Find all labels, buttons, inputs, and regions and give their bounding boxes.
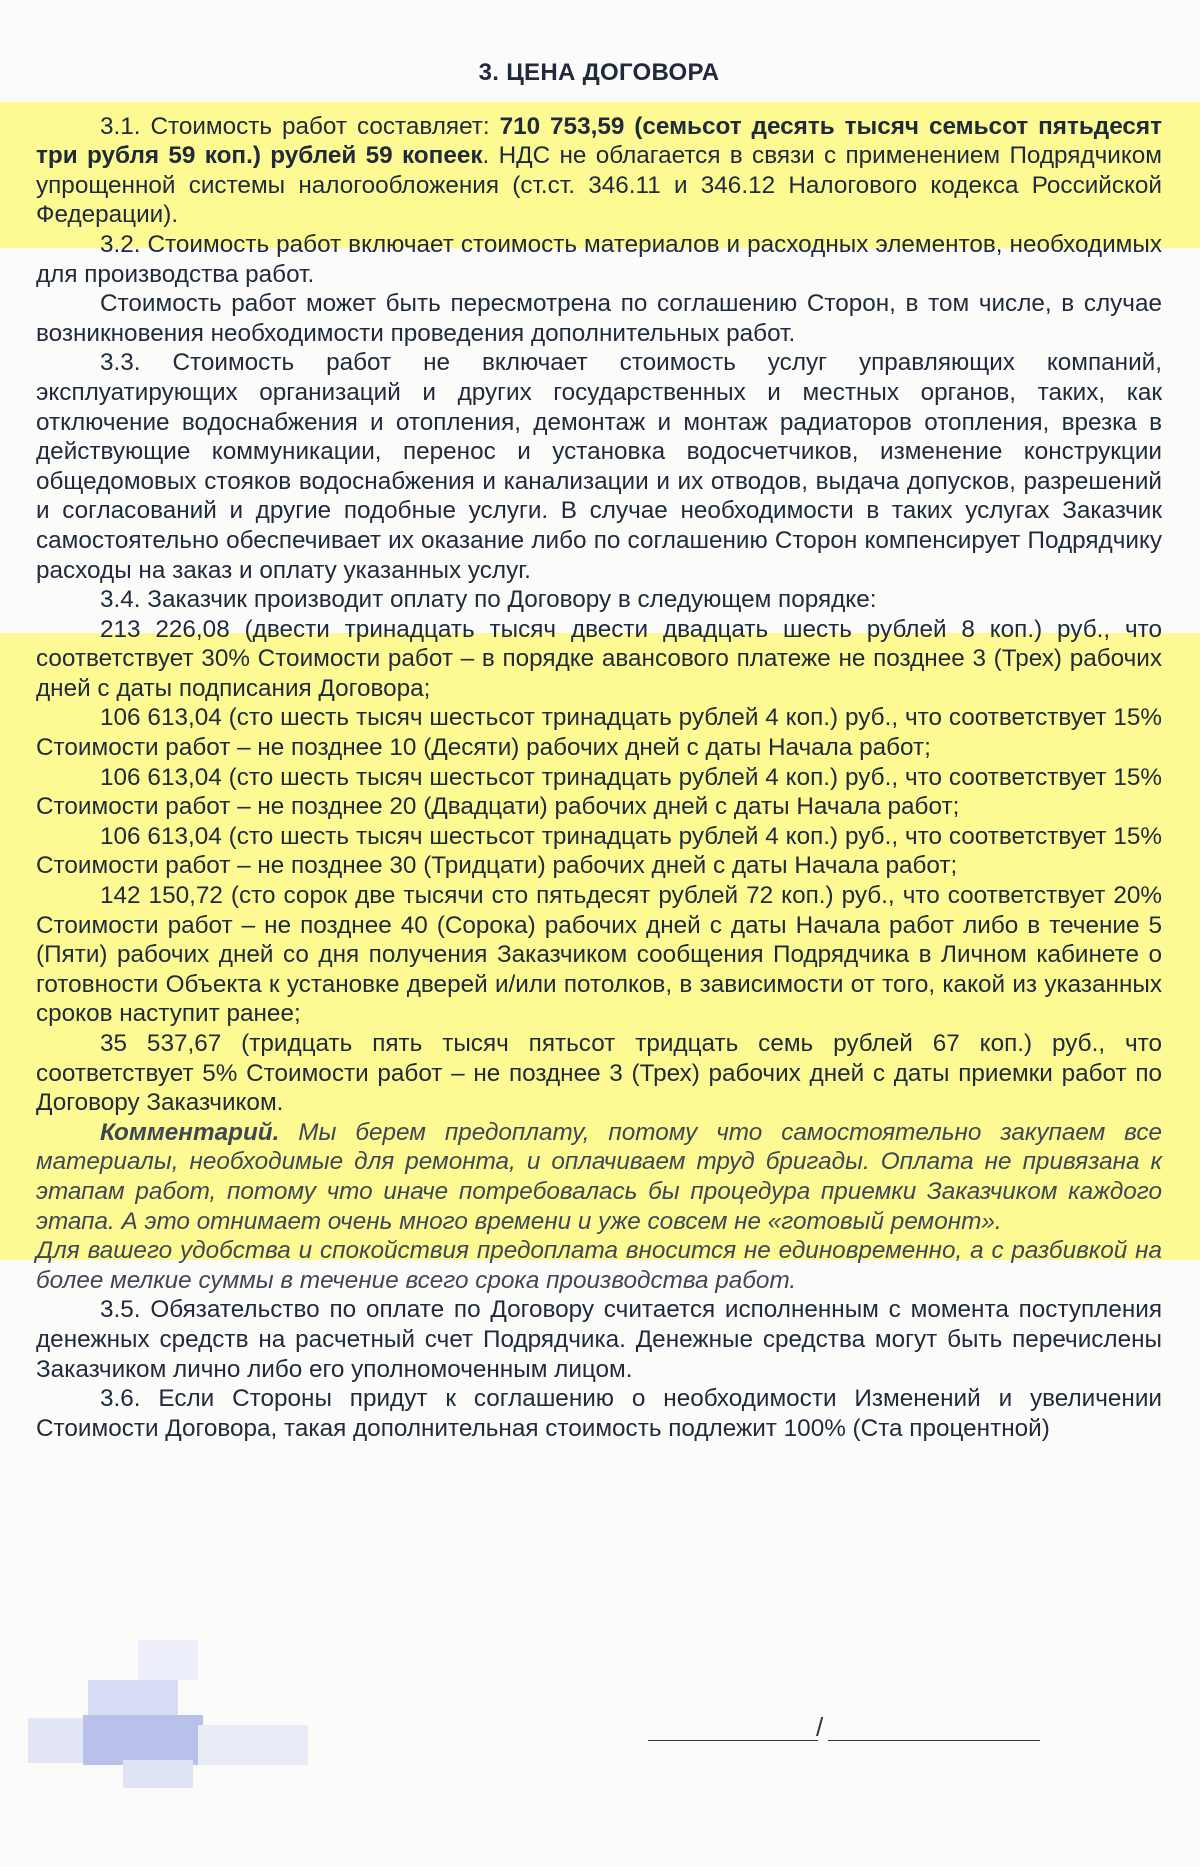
clause-3-1-lead: 3.1. Стоимость работ составляет: xyxy=(100,112,500,140)
comment-paragraph-2: Для вашего удобства и спокойствия предоплата вносится не единовременно, а с разбивкой на более мелкие суммы в течение всего срока производства работ. xyxy=(36,1237,1162,1294)
section-title: 3. ЦЕНА ДОГОВОРА xyxy=(478,59,720,86)
clause-3-4: 3.4. Заказчик производит оплату по Договору в следующем порядке: xyxy=(100,586,877,614)
redacted-signature-area xyxy=(28,1640,388,1790)
payment-item: 106 613,04 (сто шесть тысяч шестьсот тринадцать рублей 4 коп.) руб., что соответствует 15% Стоимости работ – не позднее 20 (Двадцати) рабочих дней с даты Начала работ; xyxy=(36,763,1162,821)
payment-item: 35 537,67 (тридцать пять тысяч пятьсот тридцать семь рублей 67 коп.) руб., что соответствует 5% Стоимости работ – не позднее 3 (Трех) рабочих дней с даты приемки работ по Договору Заказчиком. xyxy=(36,1030,1162,1117)
signature-line-right xyxy=(828,1740,1040,1741)
clause-3-1 xyxy=(36,112,1162,230)
signature-line-left xyxy=(648,1740,818,1741)
payment-item: 106 613,04 (сто шесть тысяч шестьсот тринадцать рублей 4 коп.) руб., что соответствует 15% Стоимости работ – не позднее 10 (Десяти) рабочих дней с даты Начала работ; xyxy=(36,704,1162,762)
payment-item: 213 226,08 (двести тринадцать тысяч двести двадцать шесть рублей 8 коп.) руб., что соответствует 30% Стоимости работ – в порядке авансового платеже не позднее 3 (Трех) рабочих дней с даты подписания Договора; xyxy=(36,615,1162,702)
clause-3-2: 3.2. Стоимость работ включает стоимость материалов и расходных элементов, необходимых для производства работ. xyxy=(36,230,1162,288)
signature-separator: / xyxy=(816,1712,824,1742)
clause-3-2-revision: Стоимость работ может быть пересмотрена по соглашению Сторон, в том числе, в случае возникновения необходимости проведения дополнительных работ. xyxy=(36,290,1162,347)
payment-item: 142 150,72 (сто сорок две тысячи сто пятьдесят рублей 72 коп.) руб., что соответствует 20% Стоимости работ – не позднее 40 (Сорока) рабочих дней с даты Начала работ либо в течение 5 (Пяти) рабочих дней со дня получения Заказчиком сообщения Подрядчика в Личном кабинете о готовности Объекта к установке дверей и/или потолков, в зависимости от того, какой из указанных сроков наступит ранее; xyxy=(36,882,1162,1028)
comment-paragraph xyxy=(36,1118,1162,1236)
clause-3-3: 3.3. Стоимость работ не включает стоимость услуг управляющих компаний, эксплуатирующих организаций и других государственных и местных органов, таких, как отключение водоснабжения и отопления, демонтаж и монтаж радиаторов отопления, врезка в действующие коммуникации, перенос и установка водосчетчиков, изменение конструкции общедомовых стояков водоснабжения и канализации и их отводов, выдача допусков, разрешений и согласований и другие подобные услуги. В случае необходимости в таких услугах Заказчик самостоятельно обеспечивает их оказание либо по соглашению Сторон компенсирует Подрядчику расходы на заказ и оплату указанных услуг. xyxy=(36,349,1162,584)
comment-text: Мы берем предоплату, потому что самостоятельно закупаем все материалы, необходимые для ремонта, и оплачиваем труд бригады. Оплата не привязана к этапам работ, потому что иначе потребовалась бы процедура приемки Заказчиком каждого этапа. А это отнимает очень много времени и уже совсем не «готовый ремонт». xyxy=(36,1118,1162,1235)
clause-3-5: 3.5. Обязательство по оплате по Договору считается исполненным с момента поступления денежных средств на расчетный счет Подрядчика. Денежные средства могут быть перечислены Заказчиком лично либо его уполномоченным лицом. xyxy=(36,1296,1162,1383)
clause-3-6: 3.6. Если Стороны придут к соглашению о необходимости Изменений и увеличении Стоимости Договора, такая дополнительная стоимость подлежит 100% (Ста процентной) xyxy=(36,1385,1162,1442)
comment-label: Комментарий. xyxy=(100,1118,280,1146)
document-page xyxy=(36,0,1162,1443)
clause-3-1-amount: 710 753,59 (семьсот десять тысяч семьсот пятьдесят три рубля 59 коп.) рублей 59 копеек xyxy=(36,112,1163,170)
payment-item: 106 613,04 (сто шесть тысяч шестьсот тринадцать рублей 4 коп.) руб., что соответствует 15% Стоимости работ – не позднее 30 (Тридцати) рабочих дней с даты Начала работ; xyxy=(36,822,1162,880)
clause-3-1-rest: . НДС не облагается в связи с применением Подрядчиком упрощенной системы налогообложения (ст.ст. 346.11 и 346.12 Налогового кодекса Российской Федерации). xyxy=(36,142,1162,229)
